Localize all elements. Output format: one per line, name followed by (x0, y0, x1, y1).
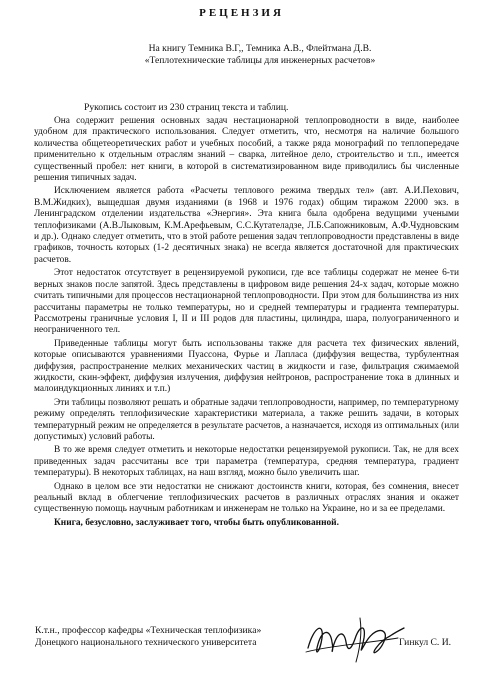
header-line-book-title: «Теплотехнические таблицы для инженерных расчетов» (144, 55, 376, 66)
paragraph-3: Этот недостаток отсутствует в рецензируемой рукописи, где все таблицы содержат не менее 6-ти верных знаков после запятой. Здесь представлены в цифровом виде решения 24-х задач, которые можно считать типичными для процессов нестационарной теплопроводности. При этом для большинства из них рассчитаны параметры не только температуры, но и средней температуры и градиента температуры. Рассмотрены граничные условия I, II и III родов для пластины, цилиндра, шара, полуограниченного и неограниченного тел. (34, 268, 459, 336)
document-title: РЕЦЕНЗИЯ (199, 7, 284, 19)
closing-statement: Книга, безусловно, заслуживает того, чтобы быть опубликованной. (54, 517, 339, 528)
signatory-institution: Донецкого национального технического университета (35, 637, 257, 648)
paragraph-5: Эти таблицы позволяют решать и обратные задачи теплопроводности, например, по температурному режиму определять теплофизические характеристики материала, а также решить задачи, в которых температурный режим не определяется в результате расчетов, а назначается, исходя из оптимальных (или допустимых) условий работы. (34, 397, 459, 442)
signatory-position: К.т.н., профессор кафедры «Техническая теплофизика» (35, 625, 262, 636)
paragraph-6: В то же время следует отметить и некоторые недостатки рецензируемой рукописи. Так, не для всех приведенных задач рассчитаны все три параметра (температура, средняя температура, градиент температуры). В некоторых таблицах, на наш взгляд, можно было увеличить шаг. (34, 445, 459, 479)
paragraph-7: Однако в целом все эти недостатки не снижают достоинств книги, которая, без сомнения, внесет реальный вклад в облегчение теплофизических расчетов в различных отраслях знания и окажет существенную помощь научным работникам и инженерам не только на Украине, но и за ее пределами. (34, 481, 459, 515)
paragraph-2: Исключением является работа «Расчеты теплового режима твердых тел» (авт. А.И.Пехович, В.М.Жидких), выщедшая двумя изданиями (в 1968 и 1976 годах) общим тиражом 22000 экз. в Ленинградском отделении издательства «Энергия». Эта книга была одобрена ведущими учеными теплофизиками (А.В.Лыковым, К.М.Арефьевым, С.С.Кутателадзе, Л.Б.Сапожниковым, А.Ф.Чудновским и др.). Однако следует отметить, что в этой работе решения задач теплопроводности представлены в виде графиков, точность которых (1-2 десятичных знака) не всегда является достаточной для практических расчетов. (34, 186, 459, 265)
signatory-name: Гинкул С. И. (399, 637, 452, 648)
paragraph-4: Приведенные таблицы могут быть использованы также для расчета тех физических явлений, которые описываются уравнениями Пуассона, Фурье и Лапласа (диффузия вещества, турбулентная диффузия, распространение мелких механических частиц в жидкости и газе, фильтрация сжимаемой жидкости, скин-эффект, диффузия излучения, диффузия нейтронов, распространение тока в длинных и малоиндукционных линиях и т.п.) (34, 338, 459, 395)
lead-sentence: Рукопись состоит из 230 страниц текста и таблиц. (84, 102, 289, 113)
header-line-authors: На книгу Темника В.Г,, Темника А.В., Флейтмана Д.В. (148, 43, 372, 54)
document-header (60, 43, 460, 67)
paragraph-1: Она содержит решения основных задач нестационарной теплопроводности в виде, наиболее удобном для практического использования. Следует отметить, что, несмотря на наличие большого количества общетеоретических работ и учебных пособий, а также ряда монографий по теплопередаче применительно к отдельным отраслям знаний – сварка, литейное дело, строительство и т.п., имеется существенный пробел: нет книги, в которой в систематизированном виде приводились бы численные решения типичных задач. (34, 116, 459, 184)
signature-block (35, 625, 455, 649)
review-body (34, 116, 459, 531)
